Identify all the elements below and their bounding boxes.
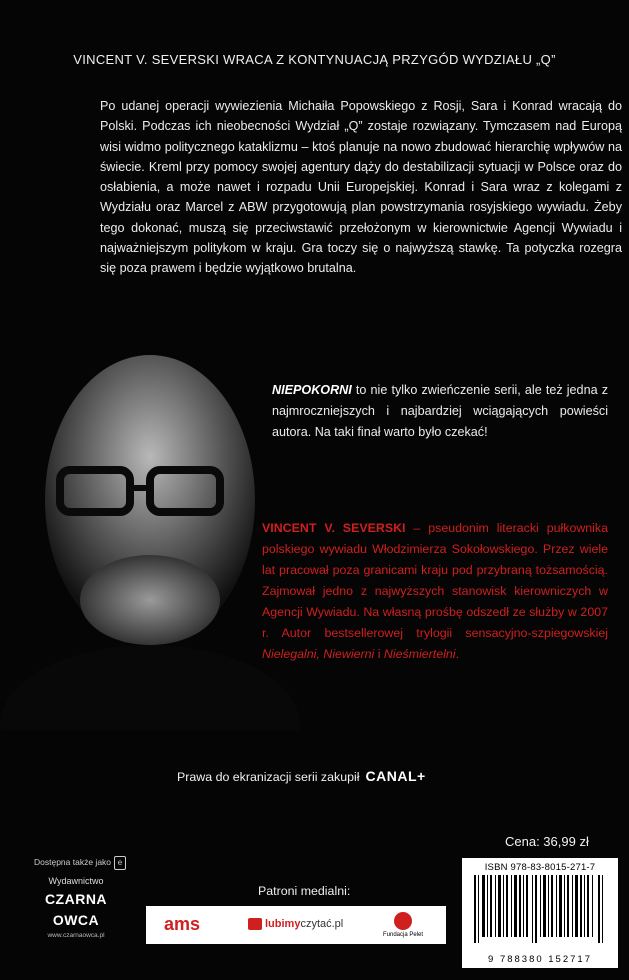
- fundacja-logo: [374, 912, 432, 938]
- teaser-text: to nie tylko zwieńczenie serii, ale też jedna z najmroczniejszych i najbardziej wciągających powieści autora. Na taki finał warto było czekać!: [272, 383, 608, 439]
- ebook-notice: [34, 856, 126, 870]
- teaser-paragraph: [272, 380, 608, 443]
- price: Cena: 36,99 zł: [505, 834, 589, 849]
- author-bio: [262, 518, 608, 665]
- lubimy-czytac-logo: [248, 918, 343, 930]
- bio-last-book: Nieśmiertelni: [383, 647, 456, 661]
- publisher-prefix: Wydawnictwo: [48, 876, 104, 886]
- bio-end: .: [455, 647, 459, 661]
- isbn: ISBN 978-83-8015-271-7: [484, 862, 596, 873]
- film-rights-line: [177, 768, 426, 784]
- lubimy-part-b: czytać.pl: [300, 918, 344, 930]
- book-icon: [248, 918, 262, 930]
- bio-and: i: [374, 647, 384, 661]
- headline: VINCENT V. SEVERSKI WRACA Z KONTYNUACJĄ PRZYGÓD WYDZIAŁU „Q”: [73, 52, 556, 67]
- publisher-name-line2: OWCA: [52, 912, 100, 928]
- book-title: NIEPOKORNI: [272, 383, 352, 397]
- bio-text: – pseudonim literacki pułkownika polskiego wywiadu Włodzimierza Sokołowskiego. Przez wiele lat pracował poza granicami kraju pod przybraną tożsamością. Zajmował jedno z najwyższych stanowisk kierowniczych w Agencji Wywiadu. Na własną prośbę odszedł ze służby w 2007 r. Autor bestsellerowej trylogii sensacyjno-szpiegowskiej: [262, 521, 609, 640]
- ebook-icon: e: [114, 856, 126, 870]
- barcode: [462, 858, 618, 968]
- publisher-logo: [36, 876, 116, 939]
- media-patrons-strip: [146, 906, 446, 944]
- barcode-bars-icon: [462, 873, 618, 945]
- ebook-text: Dostępna także jako: [34, 857, 112, 867]
- fundacja-circle-icon: [394, 912, 412, 930]
- canal-plus-logo: CANAL+: [365, 768, 426, 784]
- author-name: VINCENT V. SEVERSKI: [262, 521, 406, 535]
- patrons-label: Patroni medialni:: [258, 884, 351, 898]
- publisher-url: www.czarnaowca.pl: [47, 932, 105, 939]
- synopsis: Po udanej operacji wywiezienia Michaiła Popowskiego z Rosji, Sara i Konrad wracają do Polski. Podczas ich nieobecności Wydział „Q” zostaje rozwiązany. Tymczasem nad Europą wisi widmo politycznego kataklizmu – ktoś planuje na nowo zbudować hierarchię wpływów na świecie. Kreml przy pomocy swojej agentury dąży do destabilizacji sytuacji w Polsce oraz do osłabienia, a może nawet i rozpadu Unii Europejskiej. Konrad i Sara wraz z kolegami z Wydziału oraz Marcel z ABW przygotowują plan powstrzymania rosyjskiego wywiadu. Żeby tego dokonać, muszą się przeciwstawić przełożonym w kierownictwie Agencji Wywiadu i najważniejszym politykom w kraju. Gra toczy się o najwyższą stawkę. Ta potyczka rozegra się poza prawem i będzie wyjątkowo brutalna.: [100, 99, 622, 276]
- fundacja-text: Fundacja Pelet: [382, 932, 424, 938]
- ams-logo: ams: [164, 914, 201, 934]
- bio-books: Nielegalni, Niewierni: [262, 647, 375, 661]
- lubimy-part-a: lubimy: [265, 918, 301, 930]
- publisher-name-line1: CZARNA: [44, 891, 108, 907]
- rights-text: Prawa do ekranizacji serii zakupił: [177, 770, 360, 784]
- author-portrait: [0, 330, 300, 730]
- ean-number: 9 788380 152717: [488, 954, 592, 965]
